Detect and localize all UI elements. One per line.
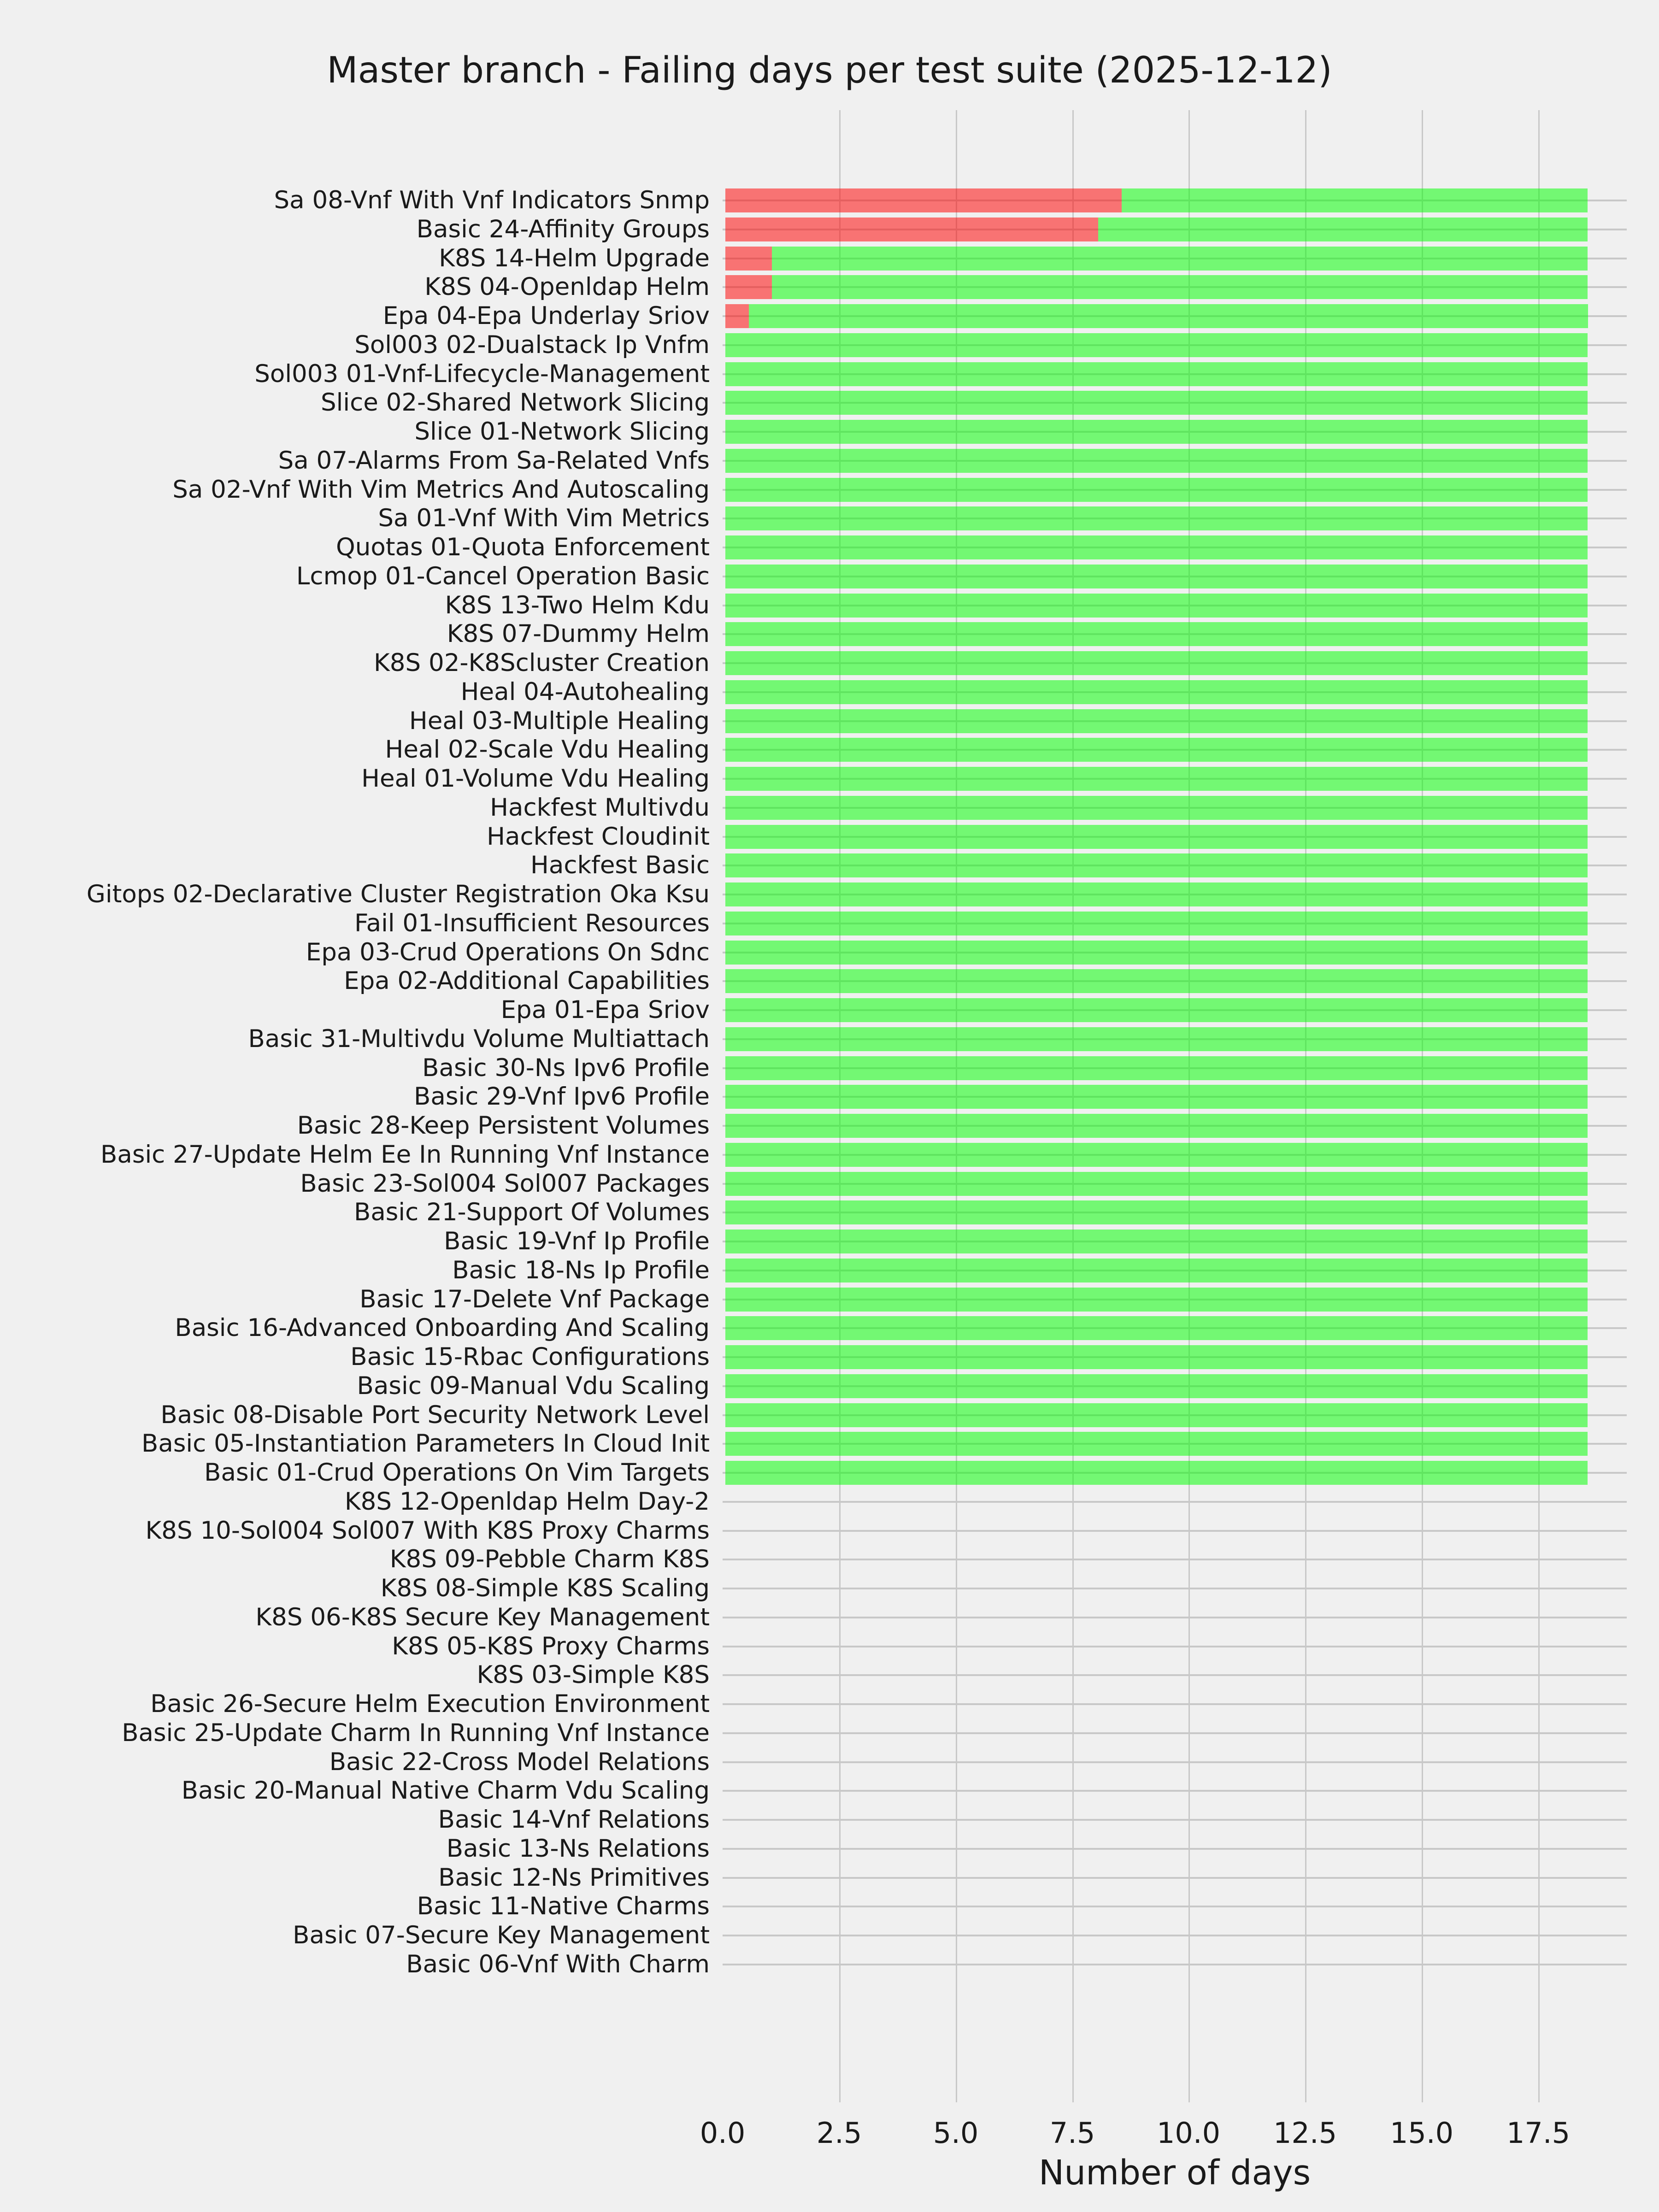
passing-bar-segment	[725, 767, 1588, 791]
horizontal-gridline	[723, 1674, 1627, 1676]
chart-title: Master branch - Failing days per test suite (2025-12-12)	[327, 50, 1332, 91]
passing-bar-segment	[1098, 218, 1588, 241]
horizontal-gridline	[723, 1588, 1627, 1589]
y-axis-label: Heal 02-Scale Vdu Healing	[385, 735, 710, 764]
x-axis-title: Number of days	[1038, 2153, 1311, 2193]
passing-bar-segment	[725, 1461, 1588, 1485]
y-axis-label: Epa 02-Additional Capabilities	[344, 967, 710, 995]
y-axis-label: Sa 01-Vnf With Vim Metrics	[378, 504, 710, 532]
horizontal-gridline	[723, 1790, 1627, 1792]
y-axis-label: Basic 12-Ns Primitives	[438, 1864, 710, 1892]
y-axis-label: Basic 28-Keep Persistent Volumes	[297, 1112, 710, 1140]
y-axis-label: Basic 21-Support Of Volumes	[353, 1198, 710, 1226]
y-axis-label: K8S 08-Simple K8S Scaling	[380, 1574, 710, 1602]
passing-bar-segment	[725, 535, 1588, 559]
y-axis-label: Heal 03-Multiple Healing	[409, 707, 710, 735]
passing-bar-segment	[725, 1230, 1588, 1253]
passing-bar-segment	[725, 1200, 1588, 1224]
y-axis-label: Basic 17-Delete Vnf Package	[359, 1285, 710, 1313]
y-axis-label: K8S 14-Helm Upgrade	[439, 244, 710, 272]
y-axis-label: K8S 07-Dummy Helm	[447, 620, 710, 648]
failing-bar-segment	[725, 218, 1098, 241]
horizontal-gridline	[723, 1530, 1627, 1532]
passing-bar-segment	[1122, 188, 1588, 212]
passing-bar-segment	[725, 853, 1588, 877]
y-axis-label: K8S 09-Pebble Charm K8S	[389, 1545, 710, 1573]
passing-bar-segment	[725, 941, 1588, 965]
passing-bar-segment	[725, 420, 1588, 444]
y-axis-label: Basic 15-Rbac Configurations	[350, 1343, 710, 1371]
horizontal-gridline	[723, 1819, 1627, 1821]
y-axis-label: Gitops 02-Declarative Cluster Registration Oka Ksu	[86, 880, 710, 908]
failing-bar-segment	[725, 304, 749, 328]
horizontal-gridline	[723, 1935, 1627, 1936]
y-axis-label: Basic 11-Native Charms	[417, 1892, 710, 1920]
y-axis-label: Hackfest Cloudinit	[487, 823, 710, 851]
y-axis-label: K8S 03-Simple K8S	[477, 1661, 710, 1689]
x-axis-tick-label: 10.0	[1156, 2116, 1221, 2150]
y-axis-label: Heal 01-Volume Vdu Healing	[361, 765, 710, 793]
y-axis-label: Sol003 01-Vnf-Lifecycle-Management	[254, 360, 710, 388]
passing-bar-segment	[725, 1259, 1588, 1282]
horizontal-gridline	[723, 1964, 1627, 1965]
y-axis-label: Slice 01-Network Slicing	[414, 418, 710, 446]
y-axis-label: Basic 23-Sol004 Sol007 Packages	[300, 1170, 710, 1198]
y-axis-label: Basic 07-Secure Key Management	[293, 1921, 710, 1949]
horizontal-gridline	[723, 1617, 1627, 1618]
passing-bar-segment	[772, 275, 1588, 299]
y-axis-label: K8S 04-Openldap Helm	[424, 273, 710, 301]
y-axis-label: K8S 12-Openldap Helm Day-2	[344, 1488, 710, 1516]
passing-bar-segment	[725, 1316, 1588, 1340]
horizontal-gridline	[723, 1877, 1627, 1879]
x-axis-tick-label: 7.5	[1049, 2116, 1095, 2150]
y-axis-label: Basic 16-Advanced Onboarding And Scaling	[175, 1314, 710, 1342]
passing-bar-segment	[725, 738, 1588, 762]
passing-bar-segment	[725, 912, 1588, 935]
horizontal-gridline	[723, 1732, 1627, 1734]
passing-bar-segment	[725, 622, 1588, 646]
y-axis-label: Epa 04-Epa Underlay Sriov	[382, 302, 710, 330]
horizontal-gridline	[723, 1501, 1627, 1503]
passing-bar-segment	[725, 1432, 1588, 1456]
y-axis-label: K8S 06-K8S Secure Key Management	[255, 1603, 710, 1631]
passing-bar-segment	[725, 882, 1588, 906]
passing-bar-segment	[725, 651, 1588, 675]
failing-bar-segment	[725, 188, 1122, 212]
y-axis-label: Basic 18-Ns Ip Profile	[452, 1256, 710, 1284]
y-axis-label: Basic 25-Update Charm In Running Vnf Instance	[122, 1719, 710, 1747]
y-axis-label: Basic 06-Vnf With Charm	[406, 1950, 710, 1978]
passing-bar-segment	[772, 247, 1588, 271]
horizontal-gridline	[723, 1906, 1627, 1907]
horizontal-gridline	[723, 1848, 1627, 1850]
x-axis-tick-label: 15.0	[1389, 2116, 1454, 2150]
y-axis-label: K8S 05-K8S Proxy Charms	[392, 1632, 710, 1660]
y-axis-label: Slice 02-Shared Network Slicing	[320, 388, 710, 417]
x-axis-tick-label: 12.5	[1273, 2116, 1337, 2150]
passing-bar-segment	[725, 333, 1588, 357]
passing-bar-segment	[725, 709, 1588, 733]
y-axis-label: Sa 02-Vnf With Vim Metrics And Autoscaling	[172, 476, 710, 504]
passing-bar-segment	[725, 1403, 1588, 1427]
horizontal-gridline	[723, 1703, 1627, 1705]
passing-bar-segment	[725, 1027, 1588, 1051]
passing-bar-segment	[749, 304, 1588, 328]
horizontal-gridline	[723, 1646, 1627, 1647]
y-axis-label: Basic 22-Cross Model Relations	[329, 1748, 710, 1776]
y-axis-label: Sol003 02-Dualstack Ip Vnfm	[354, 331, 710, 359]
y-axis-label: Basic 14-Vnf Relations	[438, 1806, 710, 1834]
y-axis-label: K8S 13-Two Helm Kdu	[445, 591, 710, 619]
passing-bar-segment	[725, 796, 1588, 820]
passing-bar-segment	[725, 969, 1588, 993]
x-axis-tick-label: 5.0	[933, 2116, 979, 2150]
y-axis-label: Basic 19-Vnf Ip Profile	[444, 1227, 710, 1255]
y-axis-label: Basic 05-Instantiation Parameters In Cloud Init	[141, 1430, 710, 1458]
y-axis-label: Basic 13-Ns Relations	[446, 1835, 710, 1863]
y-axis-label: Basic 08-Disable Port Security Network Level	[160, 1401, 710, 1429]
failing-bar-segment	[725, 275, 772, 299]
passing-bar-segment	[725, 680, 1588, 704]
y-axis-label: Fail 01-Insufficient Resources	[354, 909, 710, 937]
passing-bar-segment	[725, 506, 1588, 530]
y-axis-label: Basic 31-Multivdu Volume Multiattach	[248, 1025, 710, 1053]
y-axis-label: Lcmop 01-Cancel Operation Basic	[296, 562, 710, 590]
failing-bar-segment	[725, 247, 772, 271]
y-axis-label: Quotas 01-Quota Enforcement	[336, 533, 710, 561]
passing-bar-segment	[725, 1288, 1588, 1312]
passing-bar-segment	[725, 449, 1588, 473]
passing-bar-segment	[725, 998, 1588, 1022]
passing-bar-segment	[725, 594, 1588, 618]
y-axis-label: K8S 02-K8Scluster Creation	[374, 649, 710, 677]
passing-bar-segment	[725, 1143, 1588, 1167]
y-axis-label: Basic 26-Secure Helm Execution Environment	[150, 1690, 710, 1718]
passing-bar-segment	[725, 825, 1588, 849]
passing-bar-segment	[725, 1172, 1588, 1196]
y-axis-label: Basic 29-Vnf Ipv6 Profile	[414, 1082, 710, 1111]
passing-bar-segment	[725, 362, 1588, 386]
y-axis-label: Basic 01-Crud Operations On Vim Targets	[204, 1459, 710, 1487]
y-axis-label: Epa 01-Epa Sriov	[500, 996, 710, 1024]
horizontal-gridline	[723, 1559, 1627, 1560]
horizontal-gridline	[723, 1761, 1627, 1763]
y-axis-label: Heal 04-Autohealing	[460, 678, 710, 706]
passing-bar-segment	[725, 1345, 1588, 1369]
passing-bar-segment	[725, 1056, 1588, 1080]
y-axis-label: Sa 08-Vnf With Vnf Indicators Snmp	[274, 186, 710, 214]
passing-bar-segment	[725, 391, 1588, 415]
y-axis-label: Basic 24-Affinity Groups	[416, 215, 710, 243]
x-axis-tick-label: 2.5	[816, 2116, 862, 2150]
passing-bar-segment	[725, 478, 1588, 502]
passing-bar-segment	[725, 1114, 1588, 1138]
y-axis-label: Basic 30-Ns Ipv6 Profile	[422, 1054, 710, 1082]
x-axis-tick-label: 17.5	[1506, 2116, 1571, 2150]
y-axis-label: Basic 20-Manual Native Charm Vdu Scaling	[181, 1777, 710, 1805]
y-axis-label: Basic 27-Update Helm Ee In Running Vnf Instance	[100, 1141, 710, 1169]
y-axis-label: Epa 03-Crud Operations On Sdnc	[306, 938, 710, 966]
y-axis-label: Sa 07-Alarms From Sa-Related Vnfs	[278, 447, 710, 475]
y-axis-label: Basic 09-Manual Vdu Scaling	[357, 1372, 710, 1400]
plot-area	[723, 110, 1627, 2102]
y-axis-label: Hackfest Multivdu	[490, 794, 710, 822]
y-axis-label: K8S 10-Sol004 Sol007 With K8S Proxy Charms	[145, 1517, 710, 1545]
passing-bar-segment	[725, 565, 1588, 588]
x-axis-tick-label: 0.0	[700, 2116, 746, 2150]
passing-bar-segment	[725, 1374, 1588, 1398]
passing-bar-segment	[725, 1085, 1588, 1109]
y-axis-label: Hackfest Basic	[530, 851, 710, 879]
